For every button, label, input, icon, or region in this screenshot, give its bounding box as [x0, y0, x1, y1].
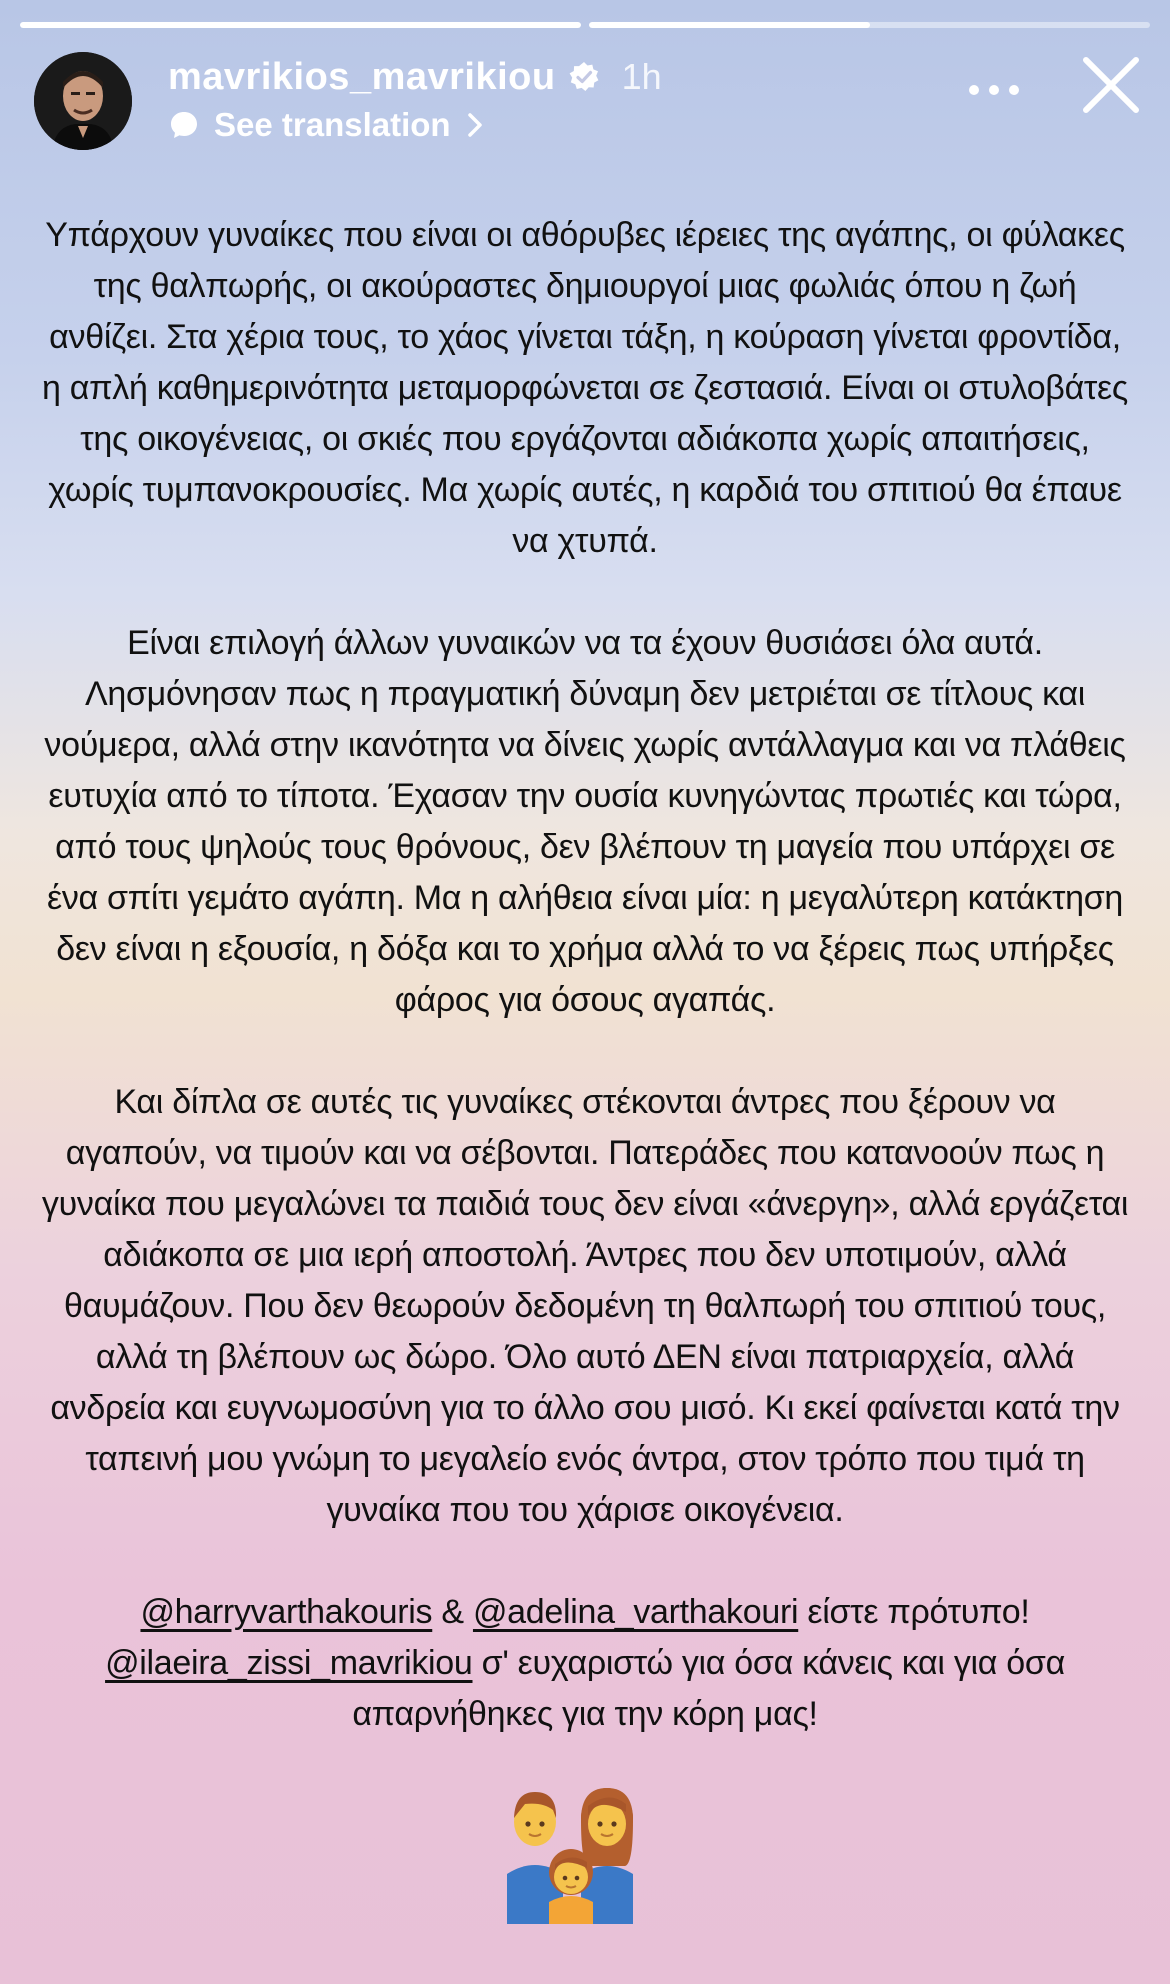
avatar[interactable] [34, 52, 132, 150]
username[interactable]: mavrikios_mavrikiou [168, 55, 556, 98]
family-emoji-icon [505, 1774, 665, 1924]
more-dot [969, 85, 979, 95]
more-dot [1009, 85, 1019, 95]
story-header [34, 52, 1144, 152]
verified-badge-icon [568, 61, 600, 93]
story-progress [20, 22, 1150, 28]
progress-segment-1 [20, 22, 581, 28]
paragraph-2: Είναι επιλογή άλλων γυναικών να τα έχουν θυσιάσει όλα αυτά. Λησμόνησαν πως η πραγματική δύναμη δεν μετριέται σε τίτλους και νούμερα, αλλά στην ικανότητα να δίνεις χωρίς αντάλλαγμα και να πλάθεις ευτυχία από το τίποτα. Έχασαν την ουσία κυνηγώντας πρωτιές και τώρα, από τους ψηλούς τους θρόνους, δεν βλέπουν τη μαγεία που υπάρχει σε ένα σπίτι γεμάτο αγάπη. Μα η αλήθεια είναι μία: η μεγαλύτερη κατάκτηση δεν είναι η εξουσία, η δόξα και το χρήμα αλλά το να ξέρεις πως υπήρξες φάρος για όσους αγαπάς. [44, 624, 1126, 1019]
speech-bubble-icon [168, 109, 200, 141]
after-mentions-text: είστε πρότυπο! [807, 1593, 1030, 1631]
see-translation-button[interactable] [168, 102, 485, 148]
closing-text: σ' ευχαριστώ για όσα κάνεις και για όσα απαρνήθηκες για την κόρη μας! [352, 1644, 1065, 1733]
paragraph-1: Υπάρχουν γυναίκες που είναι οι αθόρυβες ιέρειες της αγάπης, οι φύλακες της θαλπωρής, οι ακούραστες δημιουργοί μιας φωλιάς όπου η ζωή ανθίζει. Στα χέρια τους, το χάος γίνεται τάξη, η κούραση γίνεται φροντίδα, η απλή καθημερινότητα μεταμορφώνεται σε ζεστασιά. Είναι οι στυλοβάτες της οικογένειας, οι σκιές που εργάζονται αδιάκοπα χωρίς απαιτήσεις, χωρίς τυμπανοκρουσίες. Μα χωρίς αυτές, η καρδιά του σπιτιού θα έπαυε να χτυπά. [42, 216, 1128, 560]
post-time: 1h [621, 56, 662, 97]
ampersand: & [441, 1593, 464, 1631]
mention-ilaeira-zissi-mavrikiou[interactable]: @ilaeira_zissi_mavrikiou [105, 1644, 473, 1682]
chevron-right-icon [465, 111, 485, 139]
see-translation-label: See translation [214, 106, 451, 143]
mentions-paragraph [40, 1587, 1130, 1740]
more-dot [989, 85, 999, 95]
progress-segment-2 [589, 22, 1150, 28]
more-icon[interactable] [964, 78, 1024, 102]
mention-harryvarthakouris[interactable]: @harryvarthakouris [140, 1593, 433, 1631]
mention-adelina-varthakouri[interactable]: @adelina_varthakouri [472, 1593, 799, 1631]
story-text [40, 210, 1130, 1791]
paragraph-3: Και δίπλα σε αυτές τις γυναίκες στέκονται άντρες που ξέρουν να αγαπούν, να τιμούν και να σέβονται. Πατεράδες που κατανοούν πως η γυναίκα που μεγαλώνει τα παιδιά τους δεν είναι «άνεργη», αλλά εργάζεται αδιάκοπα σε μια ιερή αποστολή. Άντρες που δεν υποτιμούν, αλλά θαυμάζουν. Που δεν θεωρούν δεδομένη τη θαλπωρή του σπιτιού τους, αλλά τη βλέπουν ως δώρο. Όλο αυτό ΔΕΝ είναι πατριαρχεία, αλλά ανδρεία και ευγνωμοσύνη για το άλλο σου μισό. Κι εκεί φαίνεται κατά την ταπεινή μου γνώμη το μεγαλείο ενός άντρα, στον τρόπο που τιμά τη γυναίκα που του χάρισε οικογένεια. [41, 1083, 1129, 1529]
username-row [168, 52, 662, 102]
close-icon[interactable] [1078, 52, 1144, 118]
